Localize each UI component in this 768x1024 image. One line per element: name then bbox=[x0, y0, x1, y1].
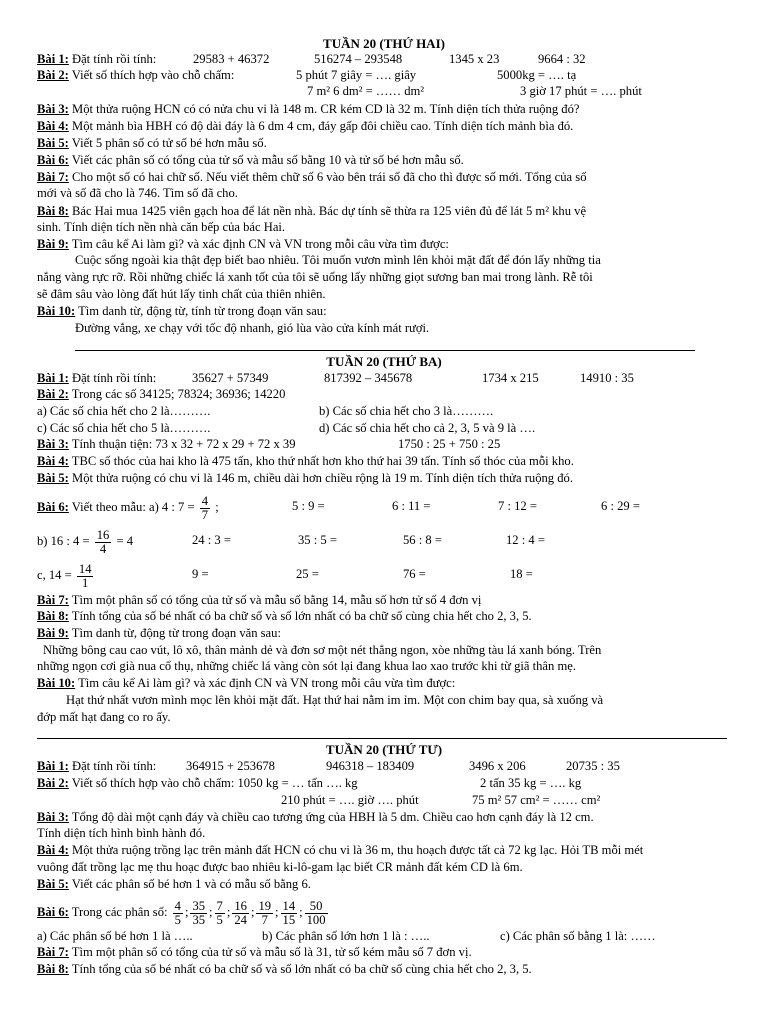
tue-exercise-7: Bài 7: Tìm một phân số có tổng của tử số và mẫu số bằng 14, mẫu số hơn tử số 4 đơn vị bbox=[37, 593, 482, 607]
fraction: $\frac{19}{7}$ bbox=[258, 898, 272, 927]
mon-exercise-9-passage-3: sẽ đâm sâu vào lòng đất hút lấy tinh chất của thiên nhiên. bbox=[37, 287, 326, 301]
fraction: $\frac{16}{24}$ bbox=[234, 898, 247, 927]
wed-exercise-6: Bài 6: Trong các phân số: $\frac{4}{5}$ ; $\frac{35}{35}$ ; $\frac{7}{5}$ ; $\frac{16}{24}$ ; $\frac{19}{7}$ ; $\frac{14}{15}$ ; $\frac{50}{100}$ bbox=[37, 896, 330, 928]
wed-exercise-2: Bài 2: Viết số thích hợp vào chỗ chấm: 1050 kg = … tấn …. kg bbox=[37, 776, 358, 790]
section-divider bbox=[37, 738, 727, 739]
tue-exercise-4: Bài 4: TBC số thóc của hai kho là 475 tấn, kho thứ nhất hơn kho thứ hai 39 tấn. Tính số thóc của mỗi kho. bbox=[37, 454, 574, 468]
mon-exercise-1: Bài 1: Đặt tính rồi tính: bbox=[37, 52, 157, 66]
tue-exercise-2: Bài 2: Trong các số 34125; 78324; 36936; 14220 bbox=[37, 387, 286, 401]
tue-exercise-6: Bài 6: Viết theo mẫu: a) 4 : 7 = $\frac{4}{7}$ ; bbox=[37, 493, 219, 522]
mon-exercise-8-cont: sinh. Tính diện tích nền nhà căn bếp của bác Hai. bbox=[37, 220, 286, 234]
mon-exercise-7: Bài 7: Cho một số có hai chữ số. Nếu viết thêm chữ số 6 vào bên trái số đã cho thì được số mới. Tổng của số bbox=[37, 170, 587, 184]
mon-exercise-9-passage-1: Cuộc sống ngoài kia thật đẹp biết bao nhiêu. Tôi muốn vươn mình lên khỏi mặt đất để đón lấy những tia bbox=[75, 253, 601, 267]
mon-exercise-8: Bài 8: Bác Hai mua 1425 viên gạch hoa để lát nền nhà. Bác dự tính sẽ thừa ra 125 viên đủ để lát 5 m² khu vệ bbox=[37, 204, 587, 218]
tue-exercise-6-row-c: c, 14 = $\frac{14}{1}$ bbox=[37, 561, 92, 590]
mon-exercise-2: Bài 2: Viết số thích hợp vào chỗ chấm: bbox=[37, 68, 235, 82]
wed-exercise-8: Bài 8: Tính tổng của số bé nhất có ba chữ số và số lớn nhất có ba chữ số cùng chia hết cho 2, 3, 5. bbox=[37, 962, 532, 976]
mon-exercise-6: Bài 6: Viết các phân số có tổng của tử số và mẫu số bằng 10 và tử số bé hơn mẫu số. bbox=[37, 153, 464, 167]
worksheet-page: TUẦN 20 (THỨ HAI) Bài 1: Đặt tính rồi tính: 29583 + 46372 516274 – 293548 1345 x 23 9664 : 32 Bài 2: Viết số thích hợp vào chỗ chấm: 5 phút 7 giây = …. giây 5000kg = …. tạ 7 m² 6 dm² = …… dm² 3 giờ 17 phút = …. phút Bài 3: Một thửa ruộng HCN có có nửa chu vi là 148 m. CR kém CD là 32 m. Tính diện tích thửa ruộng đó? Bài 4: Một mảnh bìa HBH có độ dài đáy là 6 dm 4 cm, đáy gấp đôi chiều cao. Tính diện tích mảnh bìa đó. Bài 5: Viết 5 phân số có tử số bé hơn mẫu số. Bài 6: Viết các phân số có tổng của tử số và mẫu số bằng 10 và tử số bé hơn mẫu số. Bài 7: Cho một số có hai chữ số. Nếu viết thêm chữ số 6 vào bên trái số đã cho thì được số mới. Tổng của số mới và số đã cho là 746. Tìm số đã cho. Bài 8: Bác Hai mua 1425 viên gạch hoa để lát nền nhà. Bác dự tính sẽ thừa ra 125 viên đủ để lát 5 m² khu vệ sinh. Tính diện tích nền nhà căn bếp của bác Hai. Bài 9: Tìm câu kể Ai làm gì? và xác định CN và VN trong mỗi câu vừa tìm được: Cuộc sống ngoài kia thật đẹp biết bao nhiêu. Tôi muốn vươn mình lên khỏi mặt đất để đón lấy những tia nắng vàng rực rỡ. Rồi những chiếc lá xanh tốt của tôi sẽ uống lấy những giọt sương ban mai trong lành. Rễ tôi sẽ đâm sâu vào lòng đất hút lấy tinh chất của thiên nhiên. Bài 10: Tìm danh từ, động từ, tính từ trong đoạn văn sau: Đường vắng, xe chạy với tốc độ nhanh, gió lùa vào cửa kính mát rượi. TUẦN 20 (THỨ BA) Bài 1: Đặt tính rồi tính: 35627 + 57349 817392 – 345678 1734 x 215 14910 : 35 Bài 2: Trong các số 34125; 78324; 36936; 14220 a) Các số chia hết cho 2 là………. b) Các số chia hết cho 3 là………. c) Các số chia hết cho 5 là………. d) Các số chia hết cho cả 2, 3, 5 và 9 là …. Bài 3: Tính thuận tiện: 73 x 32 + 72 x 29 + 72 x 39 1750 : 25 + 750 : 25 Bài 4: TBC số thóc của hai kho là 475 tấn, kho thứ nhất hơn kho thứ hai 39 tấn. Tính số thóc của mỗi kho. Bài 5: Một thửa ruộng có chu vi là 146 m, chiều dài hơn chiều rộng là 19 m. Tính diện tích thửa ruộng đó. Bài 6: Viết theo mẫu: a) 4 : 7 = $\frac{4}{7}$ ; 5 : 9 = 6 : 11 = 7 : 12 = 6 : 29 = b) 16 : 4 = $\frac{16}{4}$ = 4 24 : 3 = 35 : 5 = 56 : 8 = 12 : 4 = c, 14 = $\frac{14}{1}$ 9 = 25 = 76 = 18 = Bài 7: Tìm một phân số có tổng của tử số và mẫu số bằng 14, mẫu số hơn tử số 4 đơn vị Bài 8: Tính tổng của số bé nhất có ba chữ số và số lớn nhất có ba chữ số cùng chia hết cho 2, 3, 5. Bài 9: Tìm danh từ, động từ trong đoạn văn sau: Những bông cau cao vút, lô xô, thân mảnh dẻ và đơn sơ một nét thẳng ngon, xòe những tàu lá xanh bóng. Trên những ngọn cơi già nua cổ thụ, những chiếc lá vàng còn sót lại đang khua lao xao trước khi từ giã thân mẹ. Bài 10: Tìm câu kể Ai làm gì? và xác định CN và VN trong mỗi câu vừa tìm được: Hạt thứ nhất vươn mình mọc lên khỏi mặt đất. Hạt thứ hai nằm im ỉm. Một con chim bay qua, sà xuống và đớp mất hạt đang co ro ấy. TUẦN 20 (THỨ TƯ) Bài 1: Đặt tính rồi tính: 364915 + 253678 946318 – 183409 3496 x 206 20735 : 35 Bài 2: Viết số thích hợp vào chỗ chấm: 1050 kg = … tấn …. kg 2 tấn 35 kg = …. kg 210 phút = …. giờ …. phút 75 m² 57 cm² = …… cm² Bài 3: Tổng độ dài một cạnh đáy và chiều cao tương ứng của HBH là 5 dm. Chiều cao hơn cạnh đáy là 12 cm. Tính diện tích hình bình hành đó. Bài 4: Một thửa ruộng trồng lạc trên mảnh đất HCN có chu vi là 36 m, thu hoạch được tất cả 72 kg lạc. Hỏi TB mỗi mét vuông đất trồng lạc mẹ thu hoạc được bao nhiêu ki-lô-gam lạc biết CR mảnh đất kém CD là 6m. Bài 5: Viết các phân số bé hơn 1 và có mẫu số bằng 6. Bài 6: Trong các phân số: $\frac{4}{5}$ ; $\frac{35}{35}$ ; $\frac{7}{5}$ ; $\frac{16}{24}$ ; $\frac{19}{7}$ ; $\frac{14}{15}$ ; $\frac{50}{100}$ a) Các phân số bé hơn 1 là ….. b) Các phân số lớn hơn 1 là : ….. c) Các phân số bằng 1 là: …… Bài 7: Tìm một phân số có tổng của tử số và mẫu số là 31, tử số kém mẫu số 7 đơn vị. Bài 8: Tính tổng của số bé nhất có ba chữ số và số lớn nhất có ba chữ số cùng chia hết cho 2, 3, 5. bbox=[0, 0, 768, 1024]
mon-exercise-10-passage: Đường vắng, xe chạy với tốc độ nhanh, gió lùa vào cửa kính mát rượi. bbox=[75, 321, 430, 335]
fraction-list: $\frac{4}{5}$ ; $\frac{35}{35}$ ; $\frac{7}{5}$ ; $\frac{16}{24}$ ; $\frac{19}{7}$ ; $\frac{14}{15}$ ; $\frac{50}{100}$ bbox=[174, 898, 326, 927]
tue-exercise-6-row-b: b) 16 : 4 = $\frac{16}{4}$ = 4 bbox=[37, 527, 134, 556]
fraction: $\frac{4}{5}$ bbox=[174, 898, 181, 927]
wed-exercise-4: Bài 4: Một thửa ruộng trồng lạc trên mảnh đất HCN có chu vi là 36 m, thu hoạch được tất cả 72 kg lạc. Hỏi TB mỗi mét bbox=[37, 843, 644, 857]
tue-exercise-5: Bài 5: Một thửa ruộng có chu vi là 146 m, chiều dài hơn chiều rộng là 19 m. Tính diện tích thửa ruộng đó. bbox=[37, 471, 573, 485]
mon-exercise-9-passage-2: nắng vàng rực rỡ. Rồi những chiếc lá xanh tốt của tôi sẽ uống lấy những giọt sương ban mai trong lành. Rễ tôi bbox=[37, 270, 593, 284]
tue-exercise-1: Bài 1: Đặt tính rồi tính: bbox=[37, 371, 157, 385]
fraction: $\frac{14}{1}$ bbox=[78, 561, 92, 590]
fraction: $\frac{16}{4}$ bbox=[96, 527, 110, 556]
mon-exercise-5: Bài 5: Viết 5 phân số có tử số bé hơn mẫu số. bbox=[37, 136, 267, 150]
tue-exercise-10: Bài 10: Tìm câu kể Ai làm gì? và xác định CN và VN trong mỗi câu vừa tìm được: bbox=[37, 676, 456, 690]
tue-exercise-8: Bài 8: Tính tổng của số bé nhất có ba chữ số và số lớn nhất có ba chữ số cùng chia hết cho 2, 3, 5. bbox=[37, 609, 532, 623]
wed-exercise-5: Bài 5: Viết các phân số bé hơn 1 và có mẫu số bằng 6. bbox=[37, 877, 311, 891]
wed-exercise-7: Bài 7: Tìm một phân số có tổng của tử số và mẫu số là 31, tử số kém mẫu số 7 đơn vị. bbox=[37, 945, 472, 959]
fraction: $\frac{7}{5}$ bbox=[216, 898, 223, 927]
mon-exercise-10: Bài 10: Tìm danh từ, động từ, tính từ trong đoạn văn sau: bbox=[37, 304, 327, 318]
section-title-monday: TUẦN 20 (THỨ HAI) bbox=[323, 36, 445, 51]
section-divider bbox=[75, 350, 695, 351]
section-title-tuesday: TUẦN 20 (THỨ BA) bbox=[326, 354, 442, 369]
fraction: $\frac{35}{35}$ bbox=[192, 898, 206, 927]
mon-exercise-9: Bài 9: Tìm câu kể Ai làm gì? và xác định CN và VN trong mỗi câu vừa tìm được: bbox=[37, 237, 449, 251]
mon-exercise-4: Bài 4: Một mảnh bìa HBH có độ dài đáy là 6 dm 4 cm, đáy gấp đôi chiều cao. Tính diện tích mảnh bìa đó. bbox=[37, 119, 574, 133]
mon-exercise-3: Bài 3: Một thửa ruộng HCN có có nửa chu vi là 148 m. CR kém CD là 32 m. Tính diện tích thửa ruộng đó? bbox=[37, 102, 580, 116]
wed-exercise-3: Bài 3: Tổng độ dài một cạnh đáy và chiều cao tương ứng của HBH là 5 dm. Chiều cao hơn cạnh đáy là 12 cm. bbox=[37, 810, 594, 824]
fraction: $\frac{4}{7}$ bbox=[201, 493, 209, 522]
mon-exercise-7-cont: mới và số đã cho là 746. Tìm số đã cho. bbox=[37, 186, 238, 200]
fraction: $\frac{14}{15}$ bbox=[282, 898, 296, 927]
section-title-wednesday: TUẦN 20 (THỨ TƯ) bbox=[325, 742, 443, 757]
wed-exercise-1: Bài 1: Đặt tính rồi tính: bbox=[37, 759, 157, 773]
tue-exercise-9: Bài 9: Tìm danh từ, động từ trong đoạn văn sau: bbox=[37, 626, 281, 640]
tue-exercise-3: Bài 3: Tính thuận tiện: 73 x 32 + 72 x 29 + 72 x 39 bbox=[37, 437, 296, 451]
fraction: $\frac{50}{100}$ bbox=[306, 898, 326, 927]
